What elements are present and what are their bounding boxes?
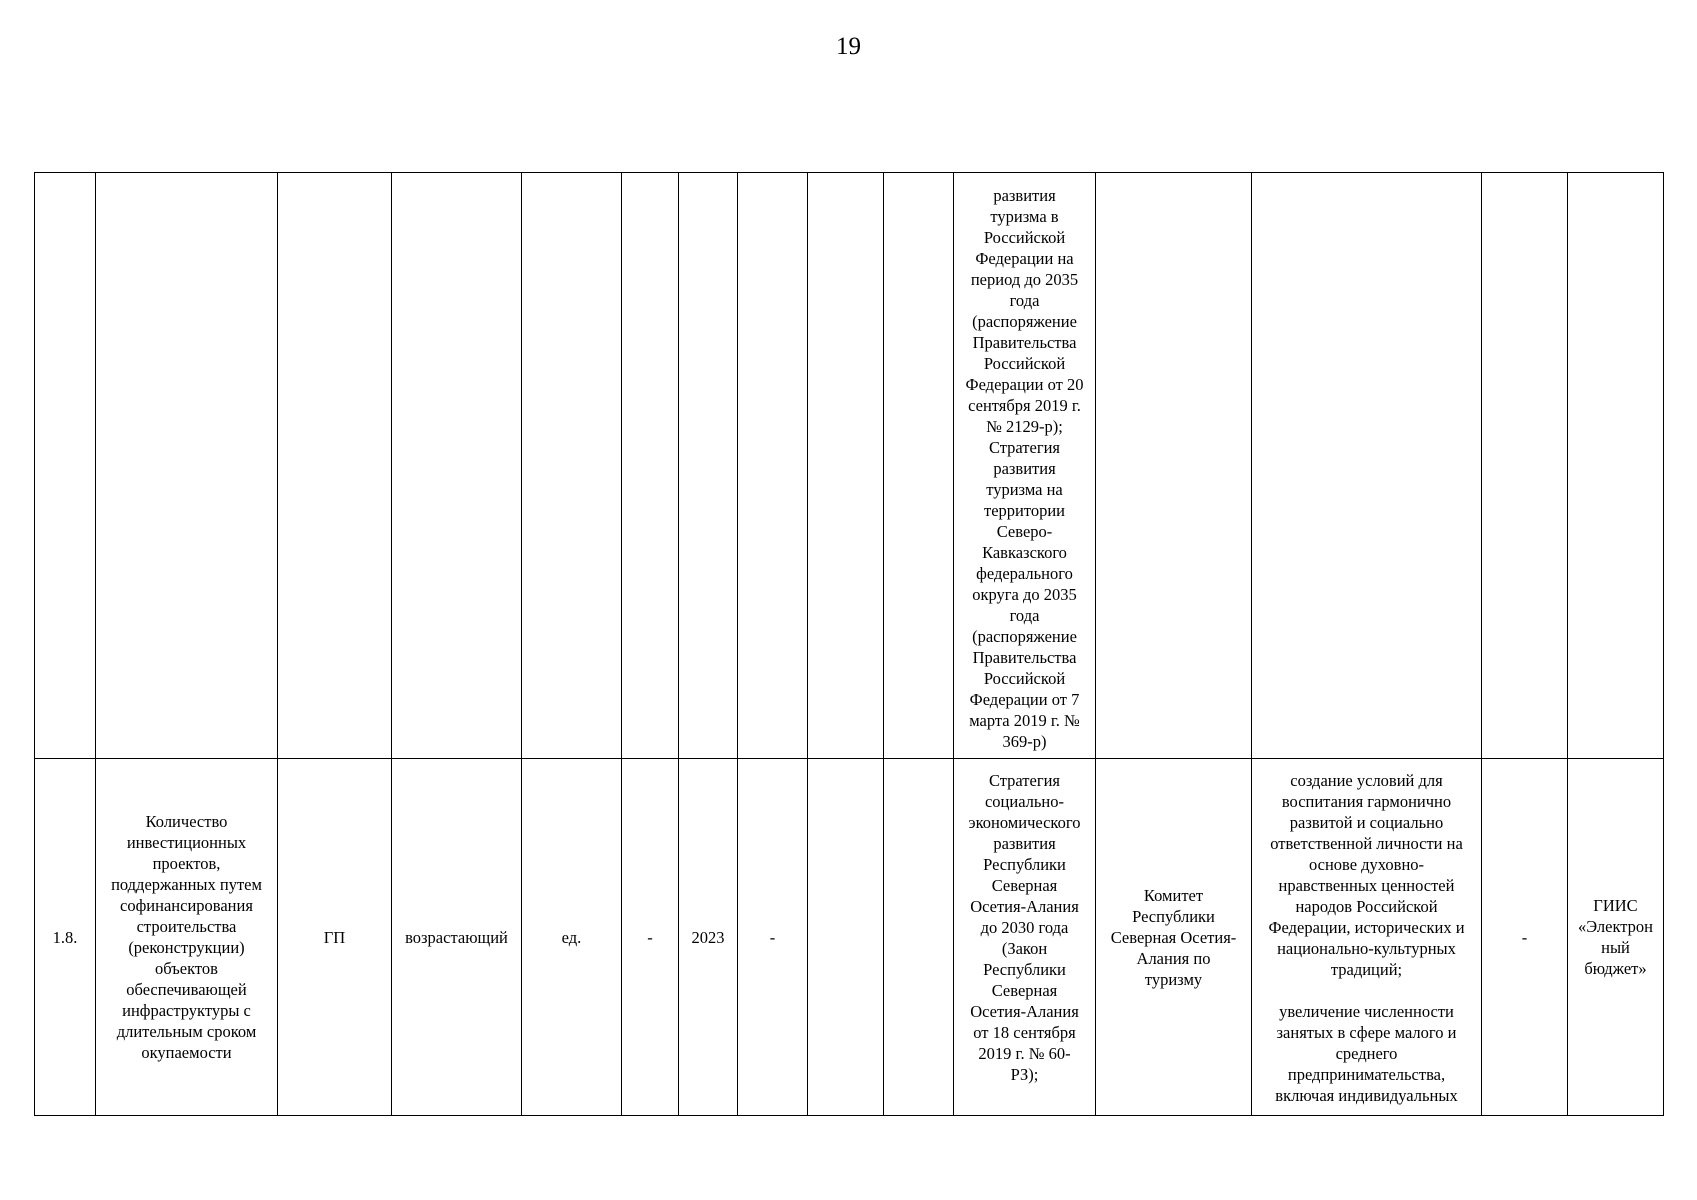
base-year-cell: 2023 <box>679 759 738 1116</box>
dash-cell: - <box>1482 759 1568 1116</box>
strategic-document-cell: Стратегия социально- экономического развития Республики Северная Осетия-Алания до 2030 года (Закон Республики Северная Осетия-Алания от 18 сентября 2019 г. № 60- РЗ); <box>954 759 1096 1116</box>
level-cell: ГП <box>278 759 392 1116</box>
trend-cell: возрастающий <box>392 759 522 1116</box>
base-value-cell: - <box>622 759 679 1116</box>
cell <box>1252 173 1482 759</box>
cell <box>808 173 884 759</box>
cell <box>808 759 884 1116</box>
cell <box>679 173 738 759</box>
cell <box>884 173 954 759</box>
cell <box>278 173 392 759</box>
cell <box>1096 173 1252 759</box>
table-row-1-8 <box>35 759 1664 1116</box>
table-row-continuation <box>35 173 1664 759</box>
cell <box>35 173 96 759</box>
cell <box>522 173 622 759</box>
indicators-table <box>34 172 1664 1116</box>
cell <box>884 759 954 1116</box>
row-number-cell: 1.8. <box>35 759 96 1116</box>
cell <box>622 173 679 759</box>
information-system-cell: ГИИС «Электрон ный бюджет» <box>1568 759 1664 1116</box>
value-cell: - <box>738 759 808 1116</box>
strategic-document-cell: развития туризма в Российской Федерации на период до 2035 года (распоряжение Правительства Российской Федерации от 20 сентября 2019 г. № 2129-р); Стратегия развития туризма на территории Северо- Кавказского федерального округа до 2035 года (распоряжение Правительства Российской Федерации от 7 марта 2019 г. № 369-р) <box>954 173 1096 759</box>
cell <box>1568 173 1664 759</box>
cell <box>96 173 278 759</box>
cell <box>392 173 522 759</box>
cell <box>738 173 808 759</box>
page-number: 19 <box>836 33 861 60</box>
national-goals-connection-cell: создание условий для воспитания гармонично развитой и социально ответственной личности на основе духовно- нравственных ценностей народов Российской Федерации, исторических и национально-культурных традиций; увеличение численности занятых в сфере малого и среднего предпринимательства, включая индивидуальных <box>1252 759 1482 1116</box>
unit-cell: ед. <box>522 759 622 1116</box>
cell <box>1482 173 1568 759</box>
indicator-name-cell: Количество инвестиционных проектов, поддержанных путем софинансирования строительства (реконструкции) объектов обеспечивающей инфраструктуры с длительным сроком окупаемости <box>96 759 278 1116</box>
responsible-cell: Комитет Республики Северная Осетия- Алания по туризму <box>1096 759 1252 1116</box>
